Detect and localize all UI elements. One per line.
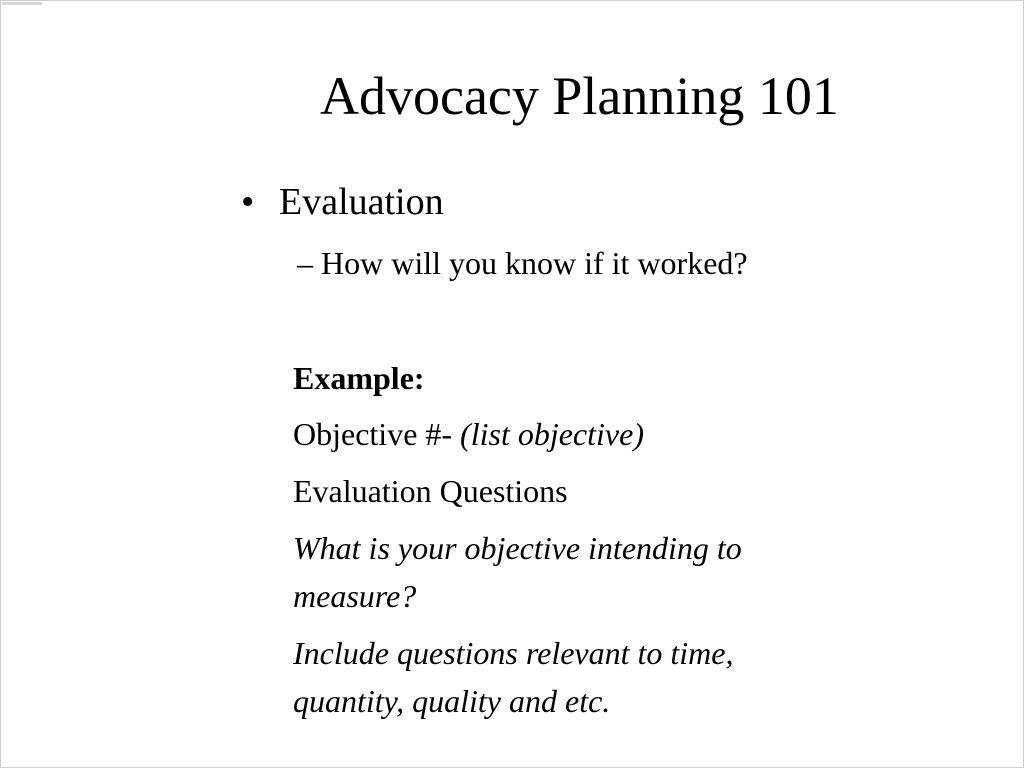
corner-mark — [2, 2, 42, 5]
sub-bullet-marker: – — [297, 245, 313, 281]
example-heading: Example: — [293, 360, 425, 396]
evaluation-questions-label: Evaluation Questions — [293, 473, 568, 509]
objective-prefix: Objective #- — [293, 416, 461, 452]
bullet-marker: • — [241, 181, 255, 223]
objective-line — [293, 411, 644, 458]
question-two-line2: quantity, quality and etc. — [293, 683, 611, 719]
bullet-item — [241, 178, 444, 226]
sub-bullet-item — [297, 241, 748, 285]
question-one-line1: What is your objective intending to — [293, 530, 742, 566]
question-two-line1: Include questions relevant to time, — [293, 635, 734, 671]
question-one-line2: measure? — [293, 578, 417, 614]
bullet-text: Evaluation — [279, 181, 444, 223]
sub-bullet-text: How will you know if it worked? — [321, 245, 748, 281]
objective-placeholder: (list objective) — [460, 416, 644, 452]
slide-title: Advocacy Planning 101 — [320, 66, 839, 126]
